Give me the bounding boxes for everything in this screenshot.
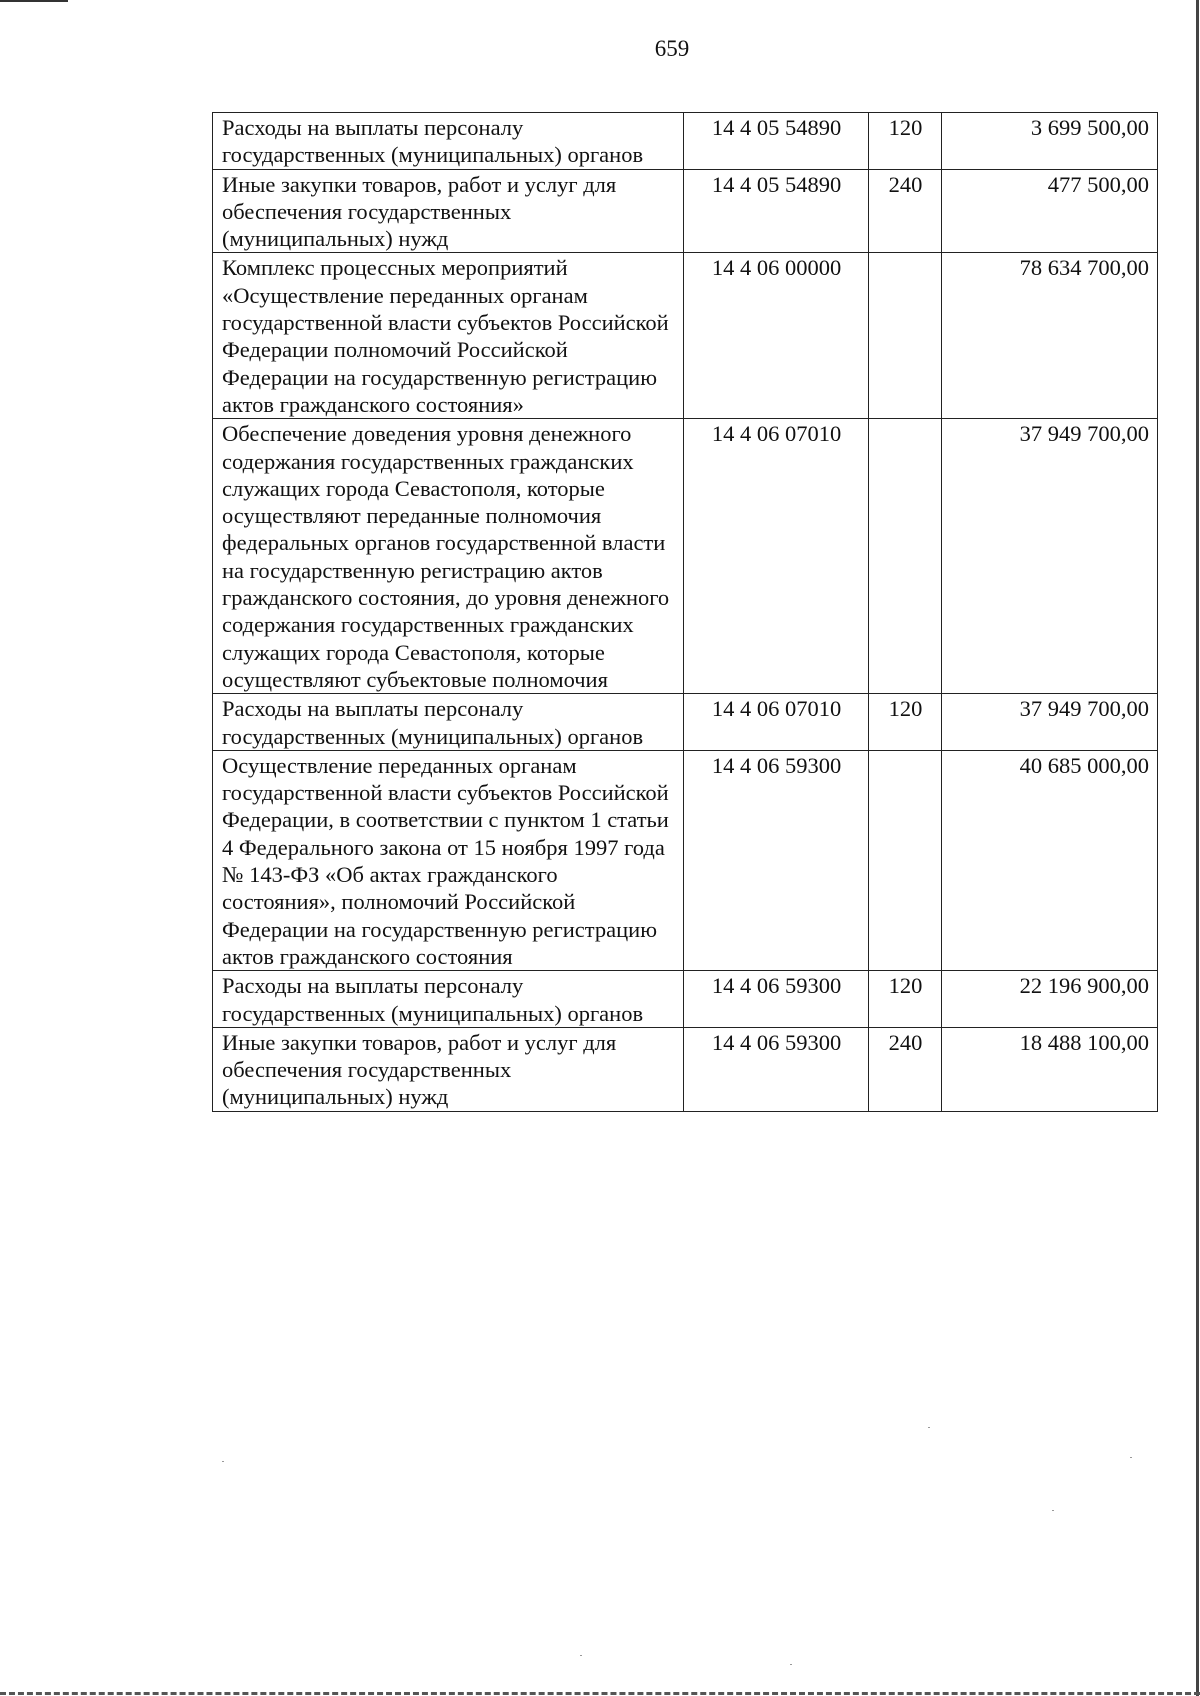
scan-speck <box>580 1655 582 1656</box>
row-kvr-cell: 120 <box>869 694 942 751</box>
row-kvr-cell <box>869 419 942 694</box>
row-kvr-cell <box>869 750 942 970</box>
row-code-cell: 14 4 06 59300 <box>684 1027 869 1111</box>
row-sum-cell: 3 699 500,00 <box>942 113 1158 170</box>
row-name-cell: Расходы на выплаты персоналу государственных (муниципальных) органов <box>213 971 684 1028</box>
row-kvr-cell: 120 <box>869 113 942 170</box>
row-sum-cell: 78 634 700,00 <box>942 253 1158 419</box>
row-kvr-cell: 120 <box>869 971 942 1028</box>
row-name-cell: Расходы на выплаты персоналу государственных (муниципальных) органов <box>213 113 684 170</box>
row-name-cell: Расходы на выплаты персоналу государственных (муниципальных) органов <box>213 694 684 751</box>
row-name-cell: Иные закупки товаров, работ и услуг для обеспечения государственных (муниципальных) нужд <box>213 169 684 253</box>
table-row <box>213 694 1158 751</box>
scan-speck <box>222 1461 224 1462</box>
scan-speck <box>1130 1457 1132 1458</box>
scan-edge-top <box>0 0 68 2</box>
scan-edge-right <box>1196 0 1199 1696</box>
row-sum-cell: 18 488 100,00 <box>942 1027 1158 1111</box>
row-name-cell: Иные закупки товаров, работ и услуг для обеспечения государственных (муниципальных) нужд <box>213 1027 684 1111</box>
row-name-cell: Осуществление переданных органам государственной власти субъектов Российской Федерации, в соответствии с пунктом 1 статьи 4 Федерального закона от 15 ноября 1997 года № 143-ФЗ «Об актах гражданского состояния», полномочий Российской Федерации на государственную регистрацию актов гражданского состояния <box>213 750 684 970</box>
row-code-cell: 14 4 06 00000 <box>684 253 869 419</box>
page-number: 659 <box>654 36 690 61</box>
table-row <box>213 169 1158 253</box>
row-name-cell: Обеспечение доведения уровня денежного содержания государственных гражданских служащих города Севастополя, которые осуществляют переданные полномочия федеральных органов государственной власти на государственную регистрацию актов гражданского состояния, до уровня денежного содержания государственных гражданских служащих города Севастополя, которые осуществляют субъектовые полномочия <box>213 419 684 694</box>
page-number-container <box>0 36 1200 62</box>
row-code-cell: 14 4 06 07010 <box>684 694 869 751</box>
budget-table <box>212 112 1158 1112</box>
scan-speck <box>928 1427 930 1428</box>
row-kvr-cell: 240 <box>869 169 942 253</box>
table-row <box>213 750 1158 970</box>
scan-speck <box>1052 1510 1054 1511</box>
row-code-cell: 14 4 06 59300 <box>684 750 869 970</box>
table-row <box>213 419 1158 694</box>
row-name-cell: Комплекс процессных мероприятий «Осуществление переданных органам государственной власти субъектов Российской Федерации полномочий Российской Федерации на государственную регистрацию актов гражданского состояния» <box>213 253 684 419</box>
table-row <box>213 253 1158 419</box>
table-row <box>213 1027 1158 1111</box>
scan-speck <box>790 1664 792 1665</box>
row-sum-cell: 37 949 700,00 <box>942 694 1158 751</box>
table-row <box>213 971 1158 1028</box>
row-sum-cell: 22 196 900,00 <box>942 971 1158 1028</box>
row-kvr-cell: 240 <box>869 1027 942 1111</box>
row-code-cell: 14 4 06 59300 <box>684 971 869 1028</box>
row-sum-cell: 40 685 000,00 <box>942 750 1158 970</box>
row-sum-cell: 37 949 700,00 <box>942 419 1158 694</box>
scan-edge-bottom <box>0 1692 1200 1695</box>
row-sum-cell: 477 500,00 <box>942 169 1158 253</box>
row-kvr-cell <box>869 253 942 419</box>
row-code-cell: 14 4 06 07010 <box>684 419 869 694</box>
table-row <box>213 113 1158 170</box>
row-code-cell: 14 4 05 54890 <box>684 169 869 253</box>
row-code-cell: 14 4 05 54890 <box>684 113 869 170</box>
